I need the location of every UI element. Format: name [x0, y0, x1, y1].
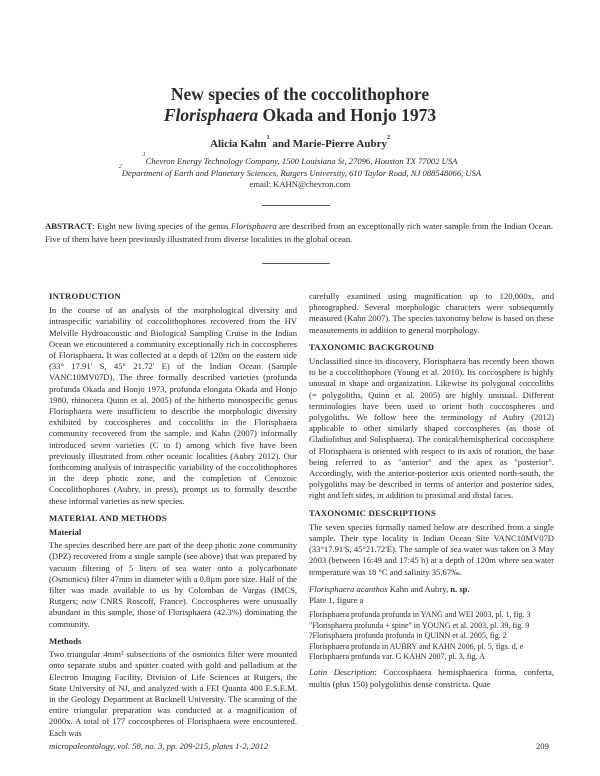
journal-citation: micropaleontology, vol. 58, no. 3, pp. 209-215, plates 1-2, 2012 — [49, 741, 269, 751]
taxonomic-background-paragraph: Unclassified since its discovery, Florisphaera has recently been shown to be a coccolithophore (Young et al. 2010). Its coccosphere is highly unusual in shape and organization. Likewise its polygonal coccoliths (= polygoliths, Quinn et al. 2005) are highly unusual. Different terminologies have been used to orient both coccospheres and polygoliths. We follow here the terminology of Aubry (2012) applicable to other similarly shaped coccospheres (as those of Gladiolithus and Solisphaera). The conical/hemispherical coccosphere of Florisphaera is oriented with respect to its axis of rotation, the base being referred to as "anterior" and the apex as "posterior". Accordingly, with the anterior-posterior axis oriented north-south, the polygoliths may be described in terms of anterior and posterior sides, right and left sides, in addition to proximal and distal faces. — [309, 356, 554, 501]
page-number: 209 — [536, 741, 549, 751]
methods-continued-paragraph: carefully examined using magnification up to 120,000x, and photographed. Several morphologic characters were subsequently measured (Kahn 2007). The species taxonomy below is based on these measurements in addition to general morphology. — [309, 291, 554, 335]
material-heading: Material — [49, 527, 82, 538]
species-heading — [309, 584, 554, 595]
author-email[interactable]: email: KAHN@chevron.com — [249, 179, 351, 189]
title-authority: Okada and Honjo 1973 — [258, 105, 437, 125]
title-line-1: New species of the coccolithophore — [170, 84, 430, 104]
synonymy-item: Florisphaera profunda profunda in YANG and WEI 2003, pl. 1, fig. 3 — [309, 610, 531, 620]
authors-line — [0, 135, 600, 150]
synonymy-item: "Florisphaera profunda + spine" in YOUNG et al. 2003, pl. 39, fig. 9 — [309, 620, 530, 630]
latin-label: Latin Description — [309, 667, 375, 678]
abstract-text-a: : Eight new living species of the genus — [92, 221, 231, 231]
synonymy-item: Florisphaera profunda var. G KAHN 2007, pl. 3, fig. A — [309, 651, 485, 661]
species-authority: Kahn and Aubry, — [387, 583, 451, 594]
left-column — [49, 291, 297, 745]
intro-heading: INTRODUCTION — [49, 291, 121, 301]
taxonomic-descriptions-heading: TAXONOMIC DESCRIPTIONS — [309, 507, 437, 518]
species-nsp: n. sp. — [450, 583, 470, 594]
abstract-rule-top — [262, 205, 330, 206]
abstract-label: ABSTRACT — [45, 221, 93, 231]
latin-description — [309, 667, 554, 689]
title-line-2 — [0, 105, 600, 126]
aff2-text: Department of Earth and Planetary Sciences, Rutgers University, 610 Taylor Road, NJ 088548066, USA — [121, 168, 482, 178]
taxonomic-background-heading: TAXONOMIC BACKGROUND — [309, 341, 435, 352]
abstract-rule-bottom — [262, 263, 330, 264]
plate-reference: Plate 1, figure a — [309, 595, 364, 606]
author-1: Alicia Kahn — [210, 138, 267, 150]
affiliation-1 — [0, 152, 600, 167]
aff1-sup: 1 — [142, 152, 146, 158]
title-genus: Florisphaera — [163, 105, 259, 125]
material-paragraph: The species described here are part of the deep photic zone community (DPZ) recovered from a single sample (see above) that was prepared by vacuum filtering of 5 liters of sea water onto a polycarbonate (Osmonics) filter 47mm in diameter with a 0.8µm pore size. Half of the filter was made available to us by Colomban de Vargas (IMCS, Rutgers; now CNRS Roscoff, France). Coccospheres were unusually abundant in this sample, those of Florisphaera (42.3%) dominating the community. — [49, 540, 297, 629]
abstract-genus: Florisphaera — [230, 221, 277, 231]
synonymy-list — [309, 610, 554, 662]
author-1-sup: 1 — [266, 135, 270, 141]
author-2-sup: 2 — [386, 135, 390, 141]
paper-title — [0, 84, 600, 126]
latin-text: : Coccosphaera hemisphaerica forma, conferta, multis (plus 150) polygolithis dense constricta. Quae — [309, 667, 554, 689]
taxonomic-descriptions-paragraph: The seven species formally named below are described from a single sample. Their type locality is Indian Ocean Site VANC10MV07D (33°17.91'S, 45°21.72'E). The sample of sea water was taken on 3 May 2003 (between 16:49 and 17:45 h) at a depth of 120m where sea water temperature was 18 °C and salinity 35.67‰. — [309, 521, 554, 577]
aff1-text: Chevron Energy Technology Company, 1500 Louisiana St, 27096, Houston TX 77002 USA — [145, 156, 458, 166]
methods-paragraph: Two triangular 4mm² subsections of the osmonics filter were mounted onto separate stubs and sputter coated with gold and palladium at the Electron Imaging Facility, Division of Life Sciences at Rutgers, the State University of NJ, and analyzed with a FEI Quanta 400 E.S.E.M. in the Geology Department at Bucknell University. The scanning of the entire triangular preparation was conducted at a magnification of 2000x. A total of 177 coccospheres of Florisphaera were encountered. Each was — [49, 649, 297, 738]
right-column — [309, 291, 554, 696]
methods-heading: Methods — [49, 635, 82, 646]
abstract-text-b: are described from an exceptionally rich water sample from the Indian Ocean. Five of them have been previously illustrated from diverse localities in the global ocean. — [45, 221, 554, 244]
intro-paragraph: In the course of an analysis of the morphological diversity and intraspecific variability of coccolithophores recovered from the HV Melville Hydroacoustic and Biological Sampling Cruise in the Indian Ocean we encountered a community exceptionally rich in coccospheres of Florisphaera. It was collected at a depth of 120m on the eastern side (33° 17.91' S, 45° 21.72' E) of the Indian Ocean (Sample VANC10MV07D). The three formally described varieties (profunda profunda Okada and Honjo 1973, profunda elongata Okada and Honjo 1980, rhinocera Quinn et al. 2005) of the hitherto monospecific genus Florisphaera were insufficient to describe the morphologic diversity exhibited by coccospheres and coccoliths in the Florisphaera community recovered from the sample, and Kahn (2007) informally introduced seven varieties (C to I) among which five have been previously illustrated from other oceanic localities (Aubry 2012). Our forthcoming analysis of intraspecific variability of the coccolithophores in the deep photic zone, and the completion of Cenozoic Coccolithophores (Aubry, in press), prompt us to formally describe these informal varieties as new species. — [49, 305, 297, 506]
synonymy-item: ?Florisphaera profunda profunda in QUINN et al. 2005, fig. 2 — [309, 631, 507, 641]
species-name: Florisphaera acanthos — [309, 583, 388, 594]
abstract — [45, 220, 553, 245]
affiliation-2 — [0, 164, 600, 179]
author-2: and Marie-Pierre Aubry — [269, 138, 387, 150]
synonymy-item: Florisphaera profunda in AUBRY and KAHN 2006, pl. 5, figs. d, e — [309, 641, 524, 651]
aff2-sup: 2 — [118, 164, 122, 170]
materials-methods-heading: MATERIAL AND METHODS — [49, 512, 167, 523]
